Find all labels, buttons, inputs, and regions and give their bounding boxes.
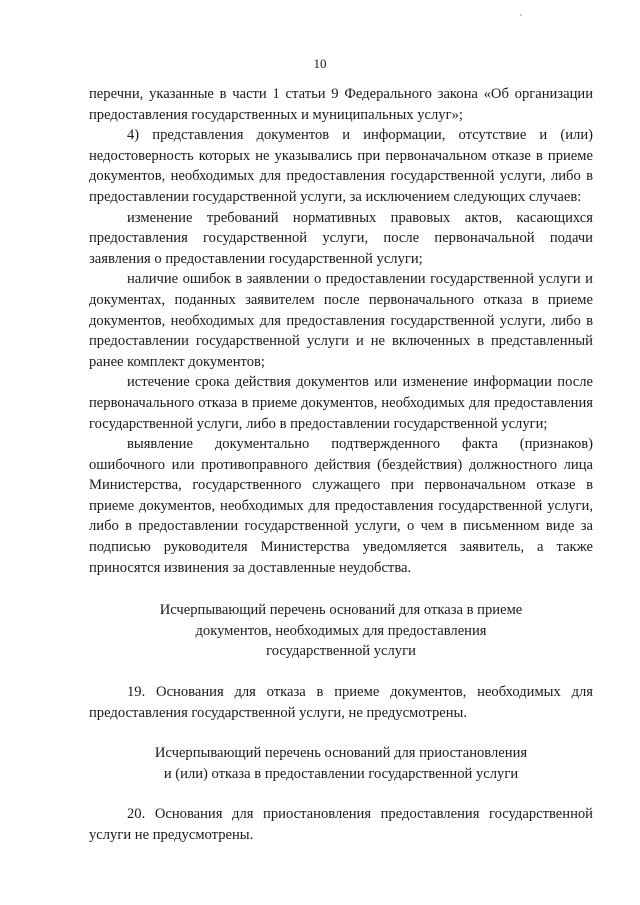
heading-line: государственной услуги	[266, 643, 416, 660]
heading-line: Исчерпывающий перечень оснований для отказа в приеме	[159, 602, 523, 619]
paragraph-exception-4: выявление документально подтвержденного факта (признаков) ошибочного или противоправного действия (бездействия) должностного лица Министерства, государственного служащего при первоначальном отказе в приеме документов, необходимых для предоставления государственной услуги, либо в предоставлении государственной услуги, о чем в письменном виде за подписью руководителя Министерства уведомляется заявитель, а также приносятся извинения за доставленные неудобства.	[89, 436, 593, 576]
paragraph-exception-3: истечение срока действия документов или изменение информации после первоначального отказа в приеме документов, необходимых для предоставления государственной услуги, либо в предоставлении государственной услуги;	[89, 374, 593, 432]
heading-line: Исчерпывающий перечень оснований для приостановления	[154, 745, 528, 762]
paragraph-20: 20. Основания для приостановления предоставления государственной услуги не предусмотрены.	[89, 806, 593, 843]
spacer	[89, 578, 593, 600]
section-heading-suspension-refusal	[89, 743, 593, 784]
section-heading-refusal-reception	[89, 600, 593, 662]
spacer	[89, 784, 593, 804]
heading-line: и (или) отказа в предоставлении государственной услуги	[163, 765, 519, 782]
paragraph-exception-2: наличие ошибок в заявлении о предоставлении государственной услуги и документах, поданных заявителем после первоначального отказа в приеме документов, необходимых для предоставления государственной услуги, либо в предоставлении государственной услуги и не включенных в представленный ранее комплект документов;	[89, 271, 593, 370]
spacer	[89, 662, 593, 682]
paragraph-item-4: 4) представления документов и информации, отсутствие и (или) недостоверность которых не указывались при первоначальном отказе в приеме документов, необходимых для предоставления государственной услуги, либо в предоставлении государственной услуги, за исключением следующих случаев:	[89, 127, 593, 205]
document-body	[89, 84, 593, 846]
paragraph-continuation: перечни, указанные в части 1 статьи 9 Федерального закона «Об организации предоставления государственных и муниципальных услуг»;	[89, 86, 593, 123]
scan-speck	[520, 14, 522, 16]
spacer	[89, 723, 593, 743]
paragraph-19: 19. Основания для отказа в приеме документов, необходимых для предоставления государственной услуги, не предусмотрены.	[89, 684, 593, 721]
page-number: 10	[313, 56, 327, 71]
heading-line: документов, необходимых для предоставления	[195, 622, 487, 639]
paragraph-exception-1: изменение требований нормативных правовых актов, касающихся предоставления государственной услуги, после первоначальной подачи заявления о предоставлении государственной услуги;	[89, 209, 593, 267]
